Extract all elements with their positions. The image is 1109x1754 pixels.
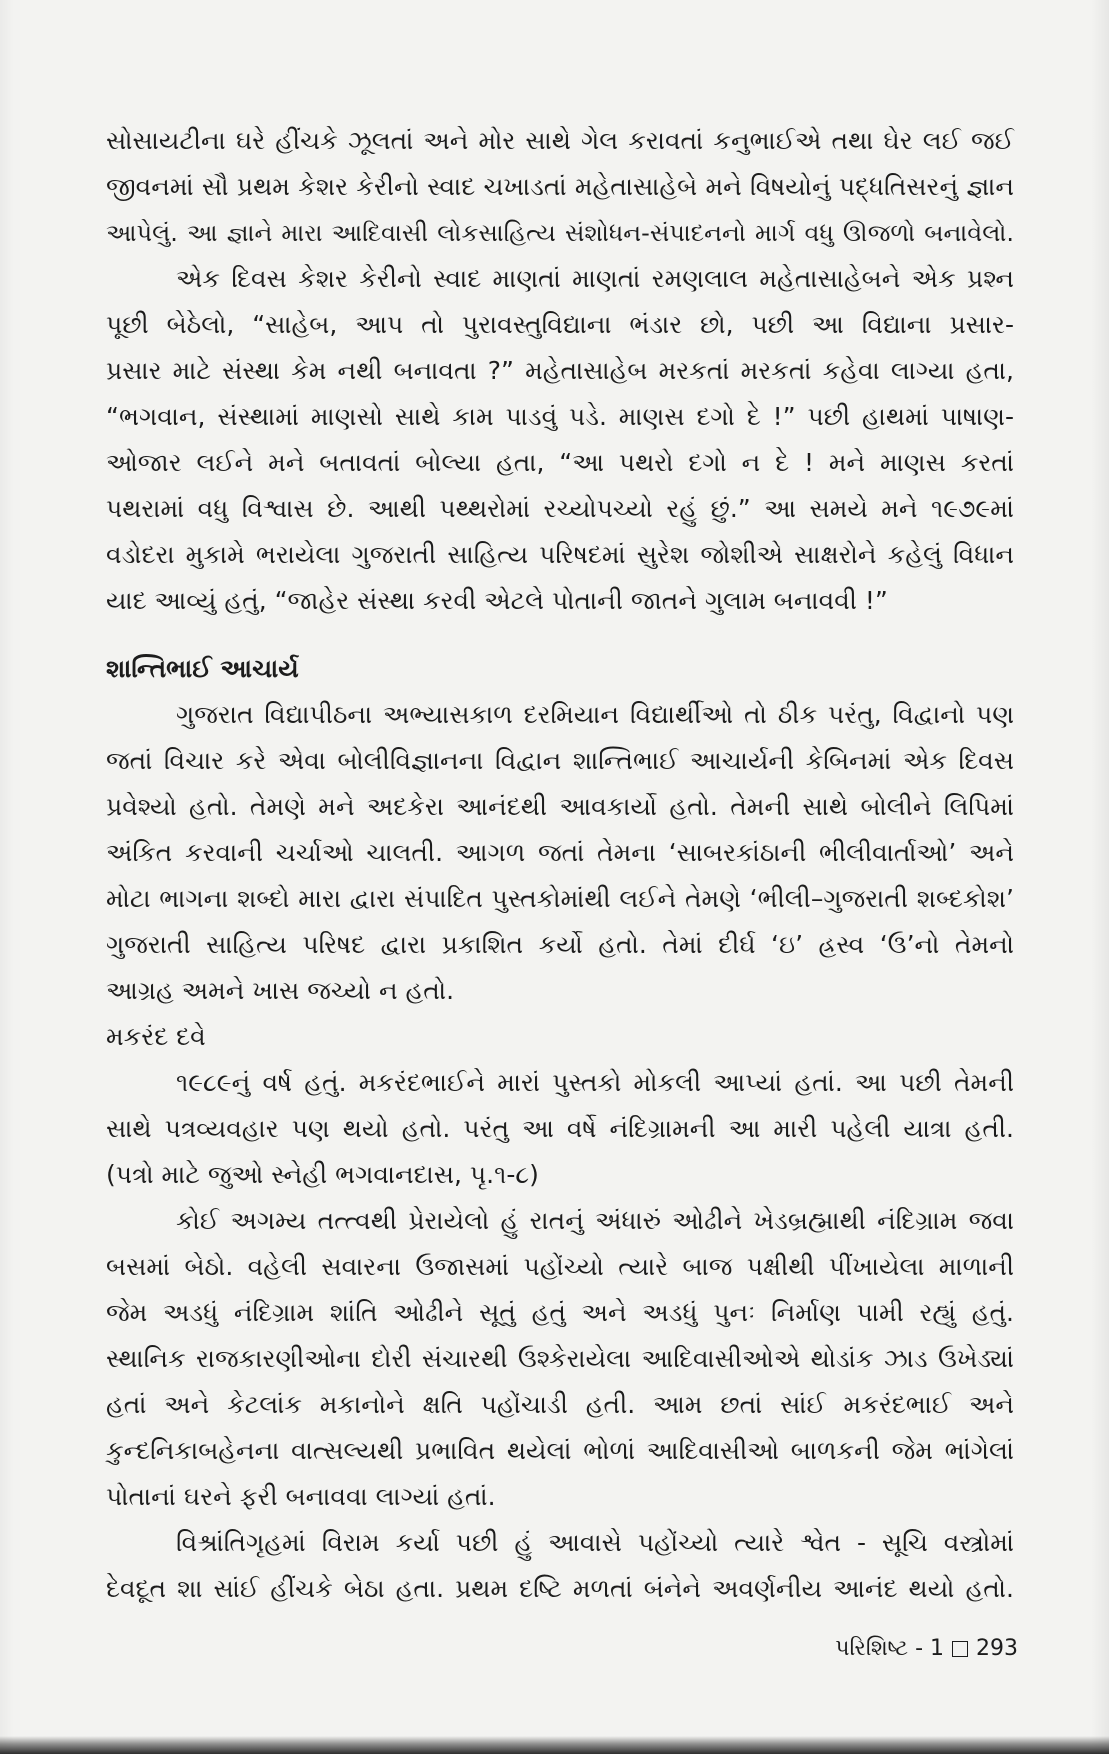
text-line: ગુજરાતી સાહિત્ય પરિષદ દ્વારા પ્રકાશિત કર્યો હતો. તેમાં દીર્ઘ ‘ઇ’ હ્રસ્વ ‘ઉ’નો તેમનો bbox=[106, 930, 1014, 959]
text-line: (પત્રો માટે જુઓ સ્નેહી ભગવાનદાસ, પૃ.૧-૮) bbox=[106, 1160, 539, 1189]
text-line: હતાં અને કેટલાંક મકાનોને ક્ષતિ પહોંચાડી હતી. આમ છતાં સાંઈ મકરંદભાઈ અને bbox=[106, 1390, 1014, 1419]
section-heading: શાન્તિભાઈ આચાર્ય bbox=[106, 654, 299, 683]
text-line: જતાં વિચાર કરે એવા બોલીવિજ્ઞાનના વિદ્વાન શાન્તિભાઈ આચાર્યની કેબિનમાં એક દિવસ bbox=[106, 746, 1014, 775]
page-number: 293 bbox=[976, 1636, 1018, 1661]
paragraph bbox=[106, 1060, 1014, 1198]
text-line: વડોદરા મુકામે ભરાયેલા ગુજરાતી સાહિત્ય પરિષદમાં સુરેશ જોશીએ સાક્ષરોને કહેલું વિધાન bbox=[106, 540, 1014, 569]
paragraph bbox=[106, 256, 1014, 624]
text-line: મોટા ભાગના શબ્દો મારા દ્વારા સંપાદિત પુસ્તકોમાંથી લઈને તેમણે ‘ભીલી–ગુજરાતી શબ્દકોશ’ bbox=[106, 884, 1014, 913]
section-heading: મકરંદ દવે bbox=[106, 1022, 206, 1051]
text-line: દેવદૂત શા સાંઈ હીંચકે બેઠા હતા. પ્રથમ દષ્ટિ મળતાં બંનેને અવર્ણનીય આનંદ થયો હતો. bbox=[106, 1574, 1014, 1603]
text-line: પૂછી બેઠેલો, “સાહેબ, આપ તો પુરાવસ્તુવિદ્યાના ભંડાર છો, પછી આ વિદ્યાના પ્રસાર- bbox=[106, 310, 1014, 339]
text-line: એક દિવસ કેશર કેરીનો સ્વાદ માણતાં માણતાં રમણલાલ મહેતાસાહેબને એક પ્રશ્ન bbox=[176, 264, 1014, 293]
text-line: કુન્દનિકાબહેનના વાત્સલ્યથી પ્રભાવિત થયેલાં ભોળાં આદિવાસીઓ બાળકની જેમ ભાંગેલાં bbox=[106, 1436, 1014, 1465]
text-line: જેમ અડધું નંદિગ્રામ શાંતિ ઓઢીને સૂતું હતું અને અડધું પુનઃ નિર્માણ પામી રહ્યું હતું. bbox=[106, 1298, 1014, 1327]
text-line: ૧૯૮૯નું વર્ષ હતું. મકરંદભાઈને મારાં પુસ્તકો મોકલી આપ્યાં હતાં. આ પછી તેમની bbox=[176, 1068, 1014, 1097]
text-line: જીવનમાં સૌ પ્રથમ કેશર કેરીનો સ્વાદ ચખાડતાં મહેતાસાહેબે મને વિષયોનું પદ્ધતિસરનું જ્ઞાન bbox=[106, 172, 1014, 201]
text-line: યાદ આવ્યું હતું, “જાહેર સંસ્થા કરવી એટલે પોતાની જાતને ગુલામ બનાવવી !” bbox=[106, 586, 888, 615]
text-line: સાથે પત્રવ્યવહાર પણ થયો હતો. પરંતુ આ વર્ષે નંદિગ્રામની આ મારી પહેલી યાત્રા હતી. bbox=[106, 1114, 1014, 1143]
paragraph bbox=[106, 1520, 1014, 1612]
text-line: “ભગવાન, સંસ્થામાં માણસો સાથે કામ પાડવું પડે. માણસ દગો દે !” પછી હાથમાં પાષાણ- bbox=[106, 402, 1014, 431]
separator-box-icon bbox=[952, 1641, 968, 1657]
text-line: પ્રવેશ્યો હતો. તેમણે મને અદકેરા આનંદથી આવકાર્યો હતો. તેમની સાથે બોલીને લિપિમાં bbox=[106, 792, 1014, 821]
running-title: પરિશિષ્ટ - 1 bbox=[835, 1636, 944, 1661]
text-line: સોસાયટીના ઘરે હીંચકે ઝૂલતાં અને મોર સાથે ગેલ કરાવતાં કનુભાઈએ તથા ઘેર લઈ જઈ bbox=[106, 126, 1014, 155]
text-line: બસમાં બેઠો. વહેલી સવારના ઉજાસમાં પહોંચ્યો ત્યારે બાજ પક્ષીથી પીંખાયેલા માળાની bbox=[106, 1252, 1014, 1281]
body-text bbox=[106, 118, 1014, 1612]
paragraph bbox=[106, 692, 1014, 1014]
text-line: પોતાનાં ઘરને ફરી બનાવવા લાગ્યાં હતાં. bbox=[106, 1482, 496, 1511]
text-line: પ્રસાર માટે સંસ્થા કેમ નથી બનાવતા ?” મહેતાસાહેબ મરકતાં મરકતાં કહેવા લાગ્યા હતા, bbox=[106, 356, 1014, 385]
scan-edge-shadow bbox=[0, 1736, 1109, 1754]
text-line: અંકિત કરવાની ચર્ચાઓ ચાલતી. આગળ જતાં તેમના ‘સાબરકાંઠાની ભીલીવાર્તાઓ’ અને bbox=[106, 838, 1014, 867]
text-line: પથરામાં વધુ વિશ્વાસ છે. આથી પથ્થરોમાં રચ્યોપચ્યો રહું છું.” આ સમયે મને ૧૯૭૯માં bbox=[106, 494, 1014, 523]
paragraph bbox=[106, 1198, 1014, 1520]
running-footer bbox=[835, 1634, 1018, 1664]
text-line: ગુજરાત વિદ્યાપીઠના અભ્યાસકાળ દરમિયાન વિદ્યાર્થીઓ તો ઠીક પરંતુ, વિદ્વાનો પણ bbox=[176, 700, 1014, 729]
text-line: ઓજાર લઈને મને બતાવતાં બોલ્યા હતા, “આ પથરો દગો ન દે ! મને માણસ કરતાં bbox=[106, 448, 1014, 477]
text-line: આપેલું. આ જ્ઞાને મારા આદિવાસી લોકસાહિત્ય સંશોધન-સંપાદનનો માર્ગ વધુ ઊજળો બનાવેલો. bbox=[106, 219, 1014, 247]
text-line: કોઈ અગમ્ય તત્ત્વથી પ્રેરાયેલો હું રાતનું અંધારું ઓઢીને ખેડબ્રહ્માથી નંદિગ્રામ જવા bbox=[176, 1206, 1014, 1235]
text-line: સ્થાનિક રાજકારણીઓના દોરી સંચારથી ઉશ્કેરાયેલા આદિવાસીઓએ થોડાંક ઝાડ ઉખેડ્યાં bbox=[106, 1344, 1014, 1373]
text-line: વિશ્રાંતિગૃહમાં વિરામ કર્યા પછી હું આવાસે પહોંચ્યો ત્યારે શ્વેત - સૂચિ વસ્ત્રોમાં bbox=[176, 1528, 1014, 1557]
paragraph bbox=[106, 118, 1014, 256]
text-line: આગ્રહ અમને ખાસ જચ્યો ન હતો. bbox=[106, 976, 455, 1005]
